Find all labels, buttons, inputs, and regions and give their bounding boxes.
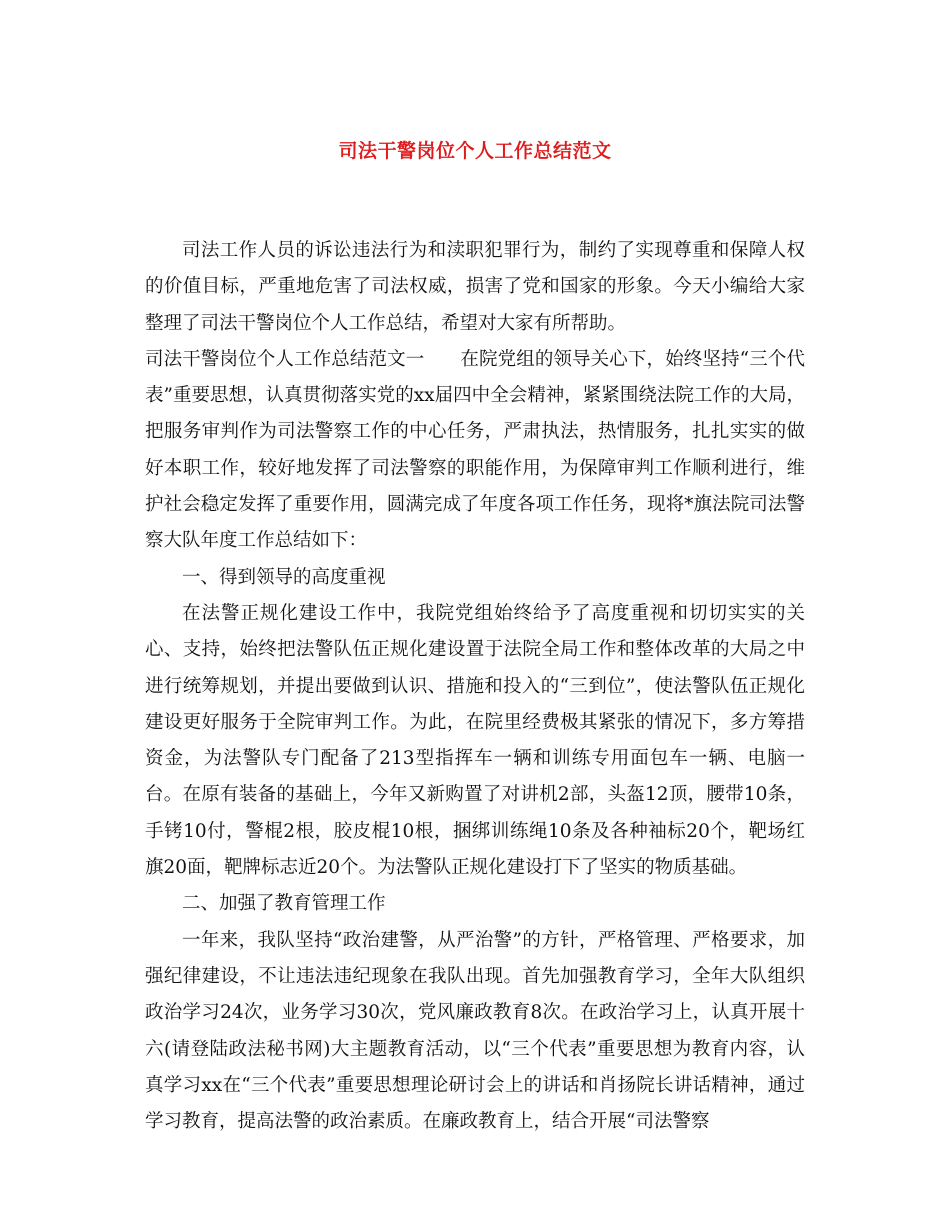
heading-two: 二、加强了教育管理工作 (182, 893, 386, 915)
section-one-paragraph (145, 342, 805, 560)
section-one-text: 在院党组的领导关心下，始终坚持“三个代表”重要思想，认真贯彻落实党的xx届四中全会精神，紧紧围绕法院工作的大局，把服务审判作为司法警察工作的中心任务，严肃执法，热情服务，扎扎实实的做好本职工作，较好地发挥了司法警察的职能作用，为保障审判工作顺利进行，维护社会稳定发挥了重要作用，圆满完成了年度各项工作任务，现将*旗法院司法警察大队年度工作总结如下： (145, 348, 805, 552)
heading-one: 一、得到领导的高度重视 (182, 566, 386, 588)
document-title: 司法干警岗位个人工作总结范文 (338, 140, 612, 162)
paragraph-one: 在法警正规化建设工作中，我院党组始终给予了高度重视和切切实实的关心、支持，始终把法警队伍正规化建设置于法院全局工作和整体改革的大局之中进行统筹规划，并提出要做到认识、措施和投入的“三到位”，使法警队伍正规化建设更好服务于全院审判工作。为此，在院里经费极其紧张的情况下，多方筹措资金，为法警队专门配备了213型指挥车一辆和训练专用面包车一辆、电脑一台。在原有装备的基础上，今年又新购置了对讲机2部，头盔12顶，腰带10条，手铐10付，警棍2根，胶皮棍10根，捆绑训练绳10条及各种袖标20个，靶场红旗20面，靶牌标志近20个。为法警队正规化建设打下了坚实的物质基础。 (145, 602, 805, 879)
intro-paragraph: 司法工作人员的诉讼违法行为和渎职犯罪行为，制约了实现尊重和保障人权的价值目标，严重地危害了司法权威，损害了党和国家的形象。今天小编给大家整理了司法干警岗位个人工作总结，希望对大家有所帮助。 (145, 240, 805, 334)
section-one-title: 司法干警岗位个人工作总结范文一 (145, 348, 425, 370)
paragraph-two: 一年来，我队坚持“政治建警，从严治警”的方针，严格管理、严格要求，加强纪律建设，不让违法违纪现象在我队出现。首先加强教育学习，全年大队组织政治学习24次，业务学习30次，党风廉政教育8次。在政治学习上，认真开展十六(请登陆政法秘书网)大主题教育活动，以“三个代表”重要思想为教育内容，认真学习xx在“三个代表”重要思想理论研讨会上的讲话和肖扬院长讲话精神，通过学习教育，提高法警的政治素质。在廉政教育上，结合开展“司法警察 (145, 929, 805, 1133)
document-body (145, 233, 805, 1140)
